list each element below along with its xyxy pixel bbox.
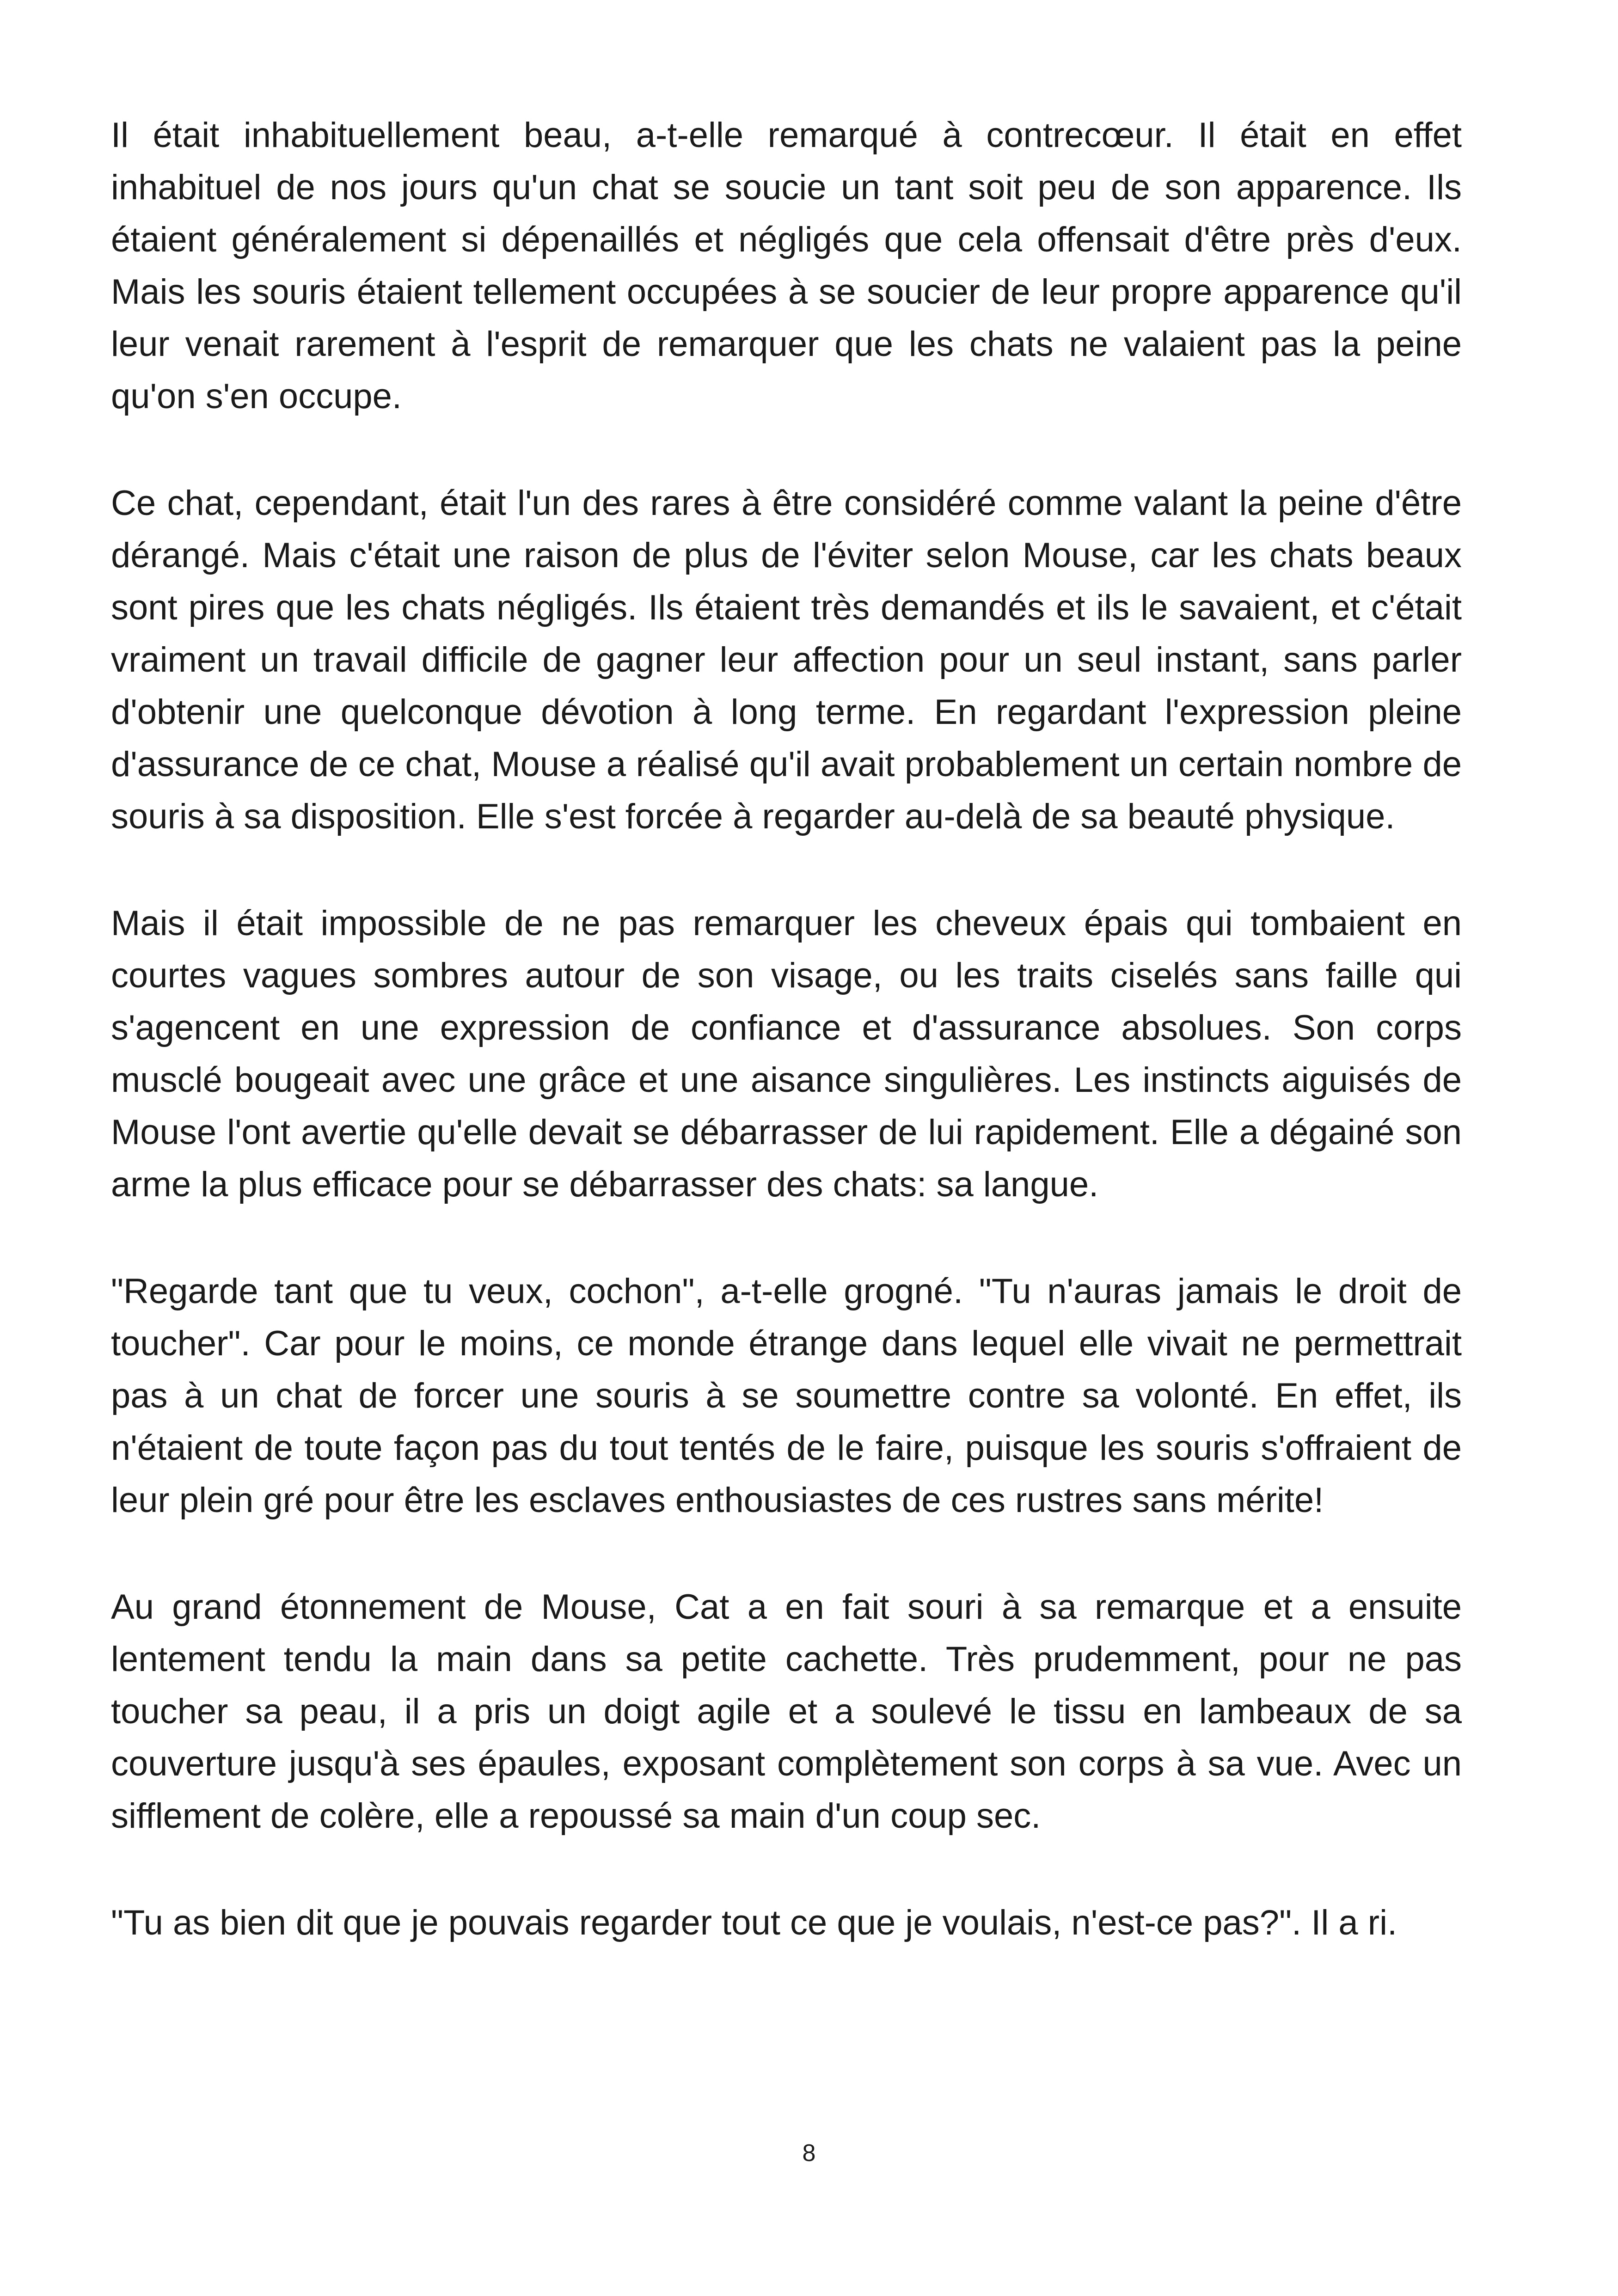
paragraph-3: Mais il était impossible de ne pas remarquer les cheveux épais qui tombaient en courtes vagues sombres autour de son visage, ou les traits ciselés sans faille qui s'agencent en une expression de confiance et d'assurance absolues. Son corps musclé bougeait avec une grâce et une aisance singulières. Les instincts aiguisés de Mouse l'ont avertie qu'elle devait se débarrasser de lui rapidement. Elle a dégainé son arme la plus efficace pour se débarrasser des chats: sa langue. xyxy=(111,904,1462,1204)
paragraph-1: Il était inhabituellement beau, a-t-elle remarqué à contrecœur. Il était en effet inhabituel de nos jours qu'un chat se soucie un tant soit peu de son apparence. Ils étaient généralement si dépenaillés et négligés que cela offensait d'être près d'eux. Mais les souris étaient tellement occupées à se soucier de leur propre apparence qu'il leur venait rarement à l'esprit de remarquer que les chats ne valaient pas la peine qu'on s'en occupe. xyxy=(111,116,1462,416)
body-text xyxy=(111,109,1462,2003)
page-number: 8 xyxy=(802,2140,816,2167)
paragraph-5: Au grand étonnement de Mouse, Cat a en fait souri à sa remarque et a ensuite lentement tendu la main dans sa petite cachette. Très prudemment, pour ne pas toucher sa peau, il a pris un doigt agile et a soulevé le tissu en lambeaux de sa couverture jusqu'à ses épaules, exposant complètement son corps à sa vue. Avec un sifflement de colère, elle a repoussé sa main d'un coup sec. xyxy=(111,1587,1462,1836)
paragraph-4: "Regarde tant que tu veux, cochon", a-t-elle grogné. "Tu n'auras jamais le droit de toucher". Car pour le moins, ce monde étrange dans lequel elle vivait ne permettrait pas à un chat de forcer une souris à se soumettre contre sa volonté. En effet, ils n'étaient de toute façon pas du tout tentés de le faire, puisque les souris s'offraient de leur plein gré pour être les esclaves enthousiastes de ces rustres sans mérite! xyxy=(111,1272,1462,1520)
paragraph-2: Ce chat, cependant, était l'un des rares à être considéré comme valant la peine d'être dérangé. Mais c'était une raison de plus de l'éviter selon Mouse, car les chats beaux sont pires que les chats négligés. Ils étaient très demandés et ils le savaient, et c'était vraiment un travail difficile de gagner leur affection pour un seul instant, sans parler d'obtenir une quelconque dévotion à long terme. En regardant l'expression pleine d'assurance de ce chat, Mouse a réalisé qu'il avait probablement un certain nombre de souris à sa disposition. Elle s'est forcée à regarder au-delà de sa beauté physique. xyxy=(111,484,1462,836)
paragraph-6: "Tu as bien dit que je pouvais regarder tout ce que je voulais, n'est-ce pas?". Il a ri. xyxy=(111,1903,1397,1942)
